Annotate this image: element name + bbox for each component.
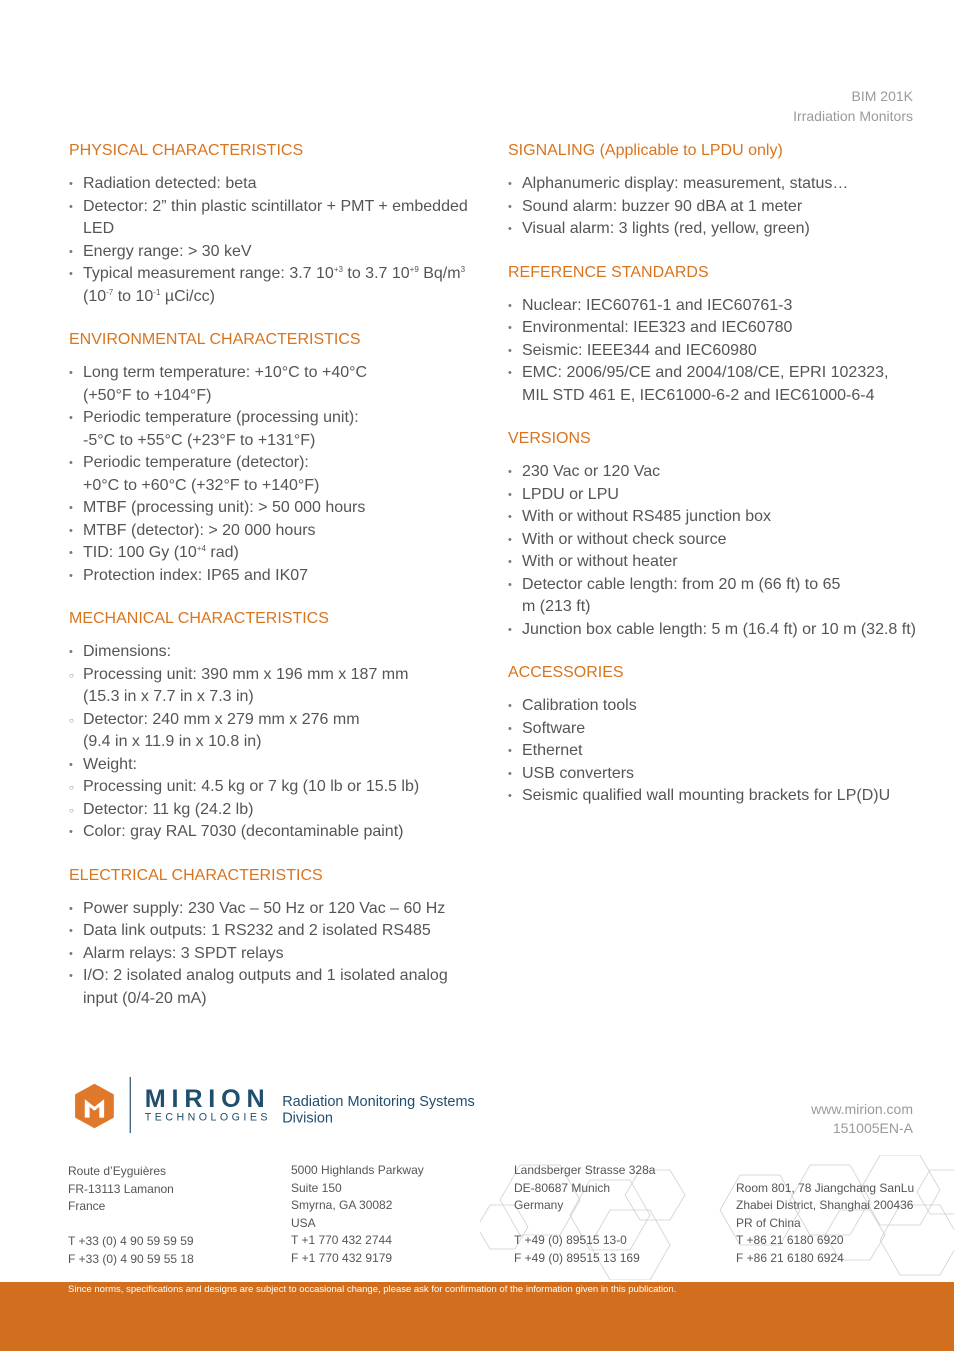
address-usa: 5000 Highlands Parkway Suite 150 Smyrna, GA 30082 USA T +1 770 432 2744 F +1 770 432 9179 [291, 1163, 424, 1265]
disclaimer: Since norms, specifications and designs are subject to occasional change, please ask for confirmation of the information given in this publication. [68, 1284, 677, 1295]
website-link[interactable]: www.mirion.com [811, 1101, 913, 1117]
mechanical-title: MECHANICAL CHARACTERISTICS [69, 610, 329, 627]
list-item: • Periodic temperature (detector): +0°C to +60°C (+32°F to +140°F) [69, 452, 489, 497]
list-item: • 230 Vac or 120 Vac [508, 461, 928, 484]
sub-list-item: ○ Detector: 11 kg (24.2 lb) [69, 799, 489, 822]
web-info [811, 1100, 913, 1138]
list-item: • Detector cable length: from 20 m (66 ft) to 65 m (213 ft) [508, 574, 928, 619]
address-germany: Landsberger Strasse 328a DE-80687 Munich Germany T +49 (0) 89515 13-0 F +49 (0) 89515 13 169 [514, 1163, 656, 1265]
product-code: BIM 201K [851, 88, 913, 104]
list-item: • Junction box cable length: 5 m (16.4 ft) or 10 m (32.8 ft) [508, 619, 928, 642]
signaling-list [508, 173, 928, 241]
list-item-measurement-range: • Typical measurement range: 3.7 $10^{+3}$ to 3.7 $10^{+9}$ $Bq/m^3$ ($10^{-7}$ to $10^{-1}$ µCi/cc) [69, 263, 489, 308]
list-item: • Visual alarm: 3 lights (red, yellow, green) [508, 218, 928, 241]
list-item: • Energy range: > 30 keV [69, 241, 489, 264]
electrical-title: ELECTRICAL CHARACTERISTICS [69, 866, 323, 884]
svg-text:Division: Division [282, 1110, 333, 1127]
list-item: • Color: gray RAL 7030 (decontaminable paint) [69, 821, 489, 844]
standards-list [508, 295, 928, 408]
svg-text:Radiation Monitoring Systems: Radiation Monitoring Systems [282, 1093, 475, 1110]
list-item: • MTBF (processing unit): > 50 000 hours [69, 497, 489, 520]
left-column [69, 141, 489, 1032]
address-france: Route d’Eyguières FR-13113 Lamanon France T +33 (0) 4 90 59 59 59 F +33 (0) 4 90 59 55 18 [68, 1164, 194, 1266]
svg-text:TECHNOLOGIES: TECHNOLOGIES [144, 1111, 272, 1124]
list-item: • Calibration tools [508, 695, 928, 718]
document-header [793, 86, 913, 126]
document-reference: 151005EN-A [832, 1120, 913, 1136]
hexagon-logo-icon [75, 1084, 114, 1129]
right-column [508, 141, 928, 830]
list-item-tid: • TID: 100 Gy ($10^{+4}$ rad) [69, 542, 489, 565]
versions-title: VERSIONS [508, 430, 591, 447]
list-item: • Data link outputs: 1 RS232 and 2 isolated RS485 [69, 920, 489, 943]
mirion-logo [68, 1075, 508, 1135]
list-item: • EMC: 2006/95/CE and 2004/108/CE, EPRI 102323, MIL STD 461 E, IEC61000-6-2 and IEC61000-6-4 [508, 362, 928, 407]
list-item: • Long term temperature: +10°C to +40°C (+50°F to +104°F) [69, 362, 489, 407]
list-item: • Protection index: IP65 and IK07 [69, 565, 489, 588]
list-item: • Nuclear: IEC60761-1 and IEC60761-3 [508, 295, 928, 318]
list-item: • Software [508, 718, 928, 741]
footer-bar [0, 1282, 954, 1351]
list-item: • USB converters [508, 763, 928, 786]
list-item: • LPDU or LPU [508, 484, 928, 507]
mechanical-list [69, 641, 489, 844]
list-item: • Seismic: IEEE344 and IEC60980 [508, 340, 928, 363]
sub-list-item: ○ Processing unit: 390 mm x 196 mm x 187 mm (15.3 in x 7.7 in x 7.3 in) [69, 664, 489, 709]
product-subtitle: Irradiation Monitors [793, 108, 913, 124]
address-china: Room 801, 78 Jiangchang SanLu Zhabei District, Shanghai 200436 PR of China T +86 21 6180 6920 F +86 21 6180 6924 [736, 1180, 915, 1265]
environmental-title: ENVIRONMENTAL CHARACTERISTICS [69, 331, 361, 348]
accessories-title: ACCESSORIES [508, 664, 624, 681]
list-item: • Dimensions: [69, 641, 489, 664]
list-item: • Seismic qualified wall mounting brackets for LP(D)U [508, 785, 928, 808]
list-item: • With or without heater [508, 551, 928, 574]
sub-list-item: ○ Detector: 240 mm x 279 mm x 276 mm (9.4 in x 11.9 in x 10.8 in) [69, 709, 489, 754]
list-item: • Sound alarm: buzzer 90 dBA at 1 meter [508, 196, 928, 219]
list-item: • With or without RS485 junction box [508, 506, 928, 529]
list-item: • Ethernet [508, 740, 928, 763]
list-item: • Alphanumeric display: measurement, status… [508, 173, 928, 196]
signaling-title: SIGNALING (Applicable to LPDU only) [508, 142, 783, 159]
list-item: • Weight: [69, 754, 489, 777]
list-item: • Environmental: IEE323 and IEC60780 [508, 317, 928, 340]
list-item: • Detector: 2” thin plastic scintillator + PMT + embedded LED [69, 196, 489, 241]
environmental-list [69, 362, 489, 587]
standards-title: REFERENCE STANDARDS [508, 263, 709, 281]
svg-text:MIRION: MIRION [144, 1084, 271, 1113]
list-item: • MTBF (detector): > 20 000 hours [69, 520, 489, 543]
list-item: • Periodic temperature (processing unit): -5°C to +55°C (+23°F to +131°F) [69, 407, 489, 452]
list-item: • Radiation detected: beta [69, 173, 489, 196]
list-item: • Alarm relays: 3 SPDT relays [69, 943, 489, 966]
physical-list [69, 173, 489, 308]
physical-title: PHYSICAL CHARACTERISTICS [69, 142, 304, 159]
versions-list [508, 461, 928, 641]
list-item: • With or without check source [508, 529, 928, 552]
electrical-list [69, 898, 489, 1011]
list-item: • I/O: 2 isolated analog outputs and 1 isolated analog input (0/4-20 mA) [69, 965, 489, 1010]
sub-list-item: ○ Processing unit: 4.5 kg or 7 kg (10 lb or 15.5 lb) [69, 776, 489, 799]
accessories-list [508, 695, 928, 808]
list-item: • Power supply: 230 Vac – 50 Hz or 120 Vac – 60 Hz [69, 898, 489, 921]
